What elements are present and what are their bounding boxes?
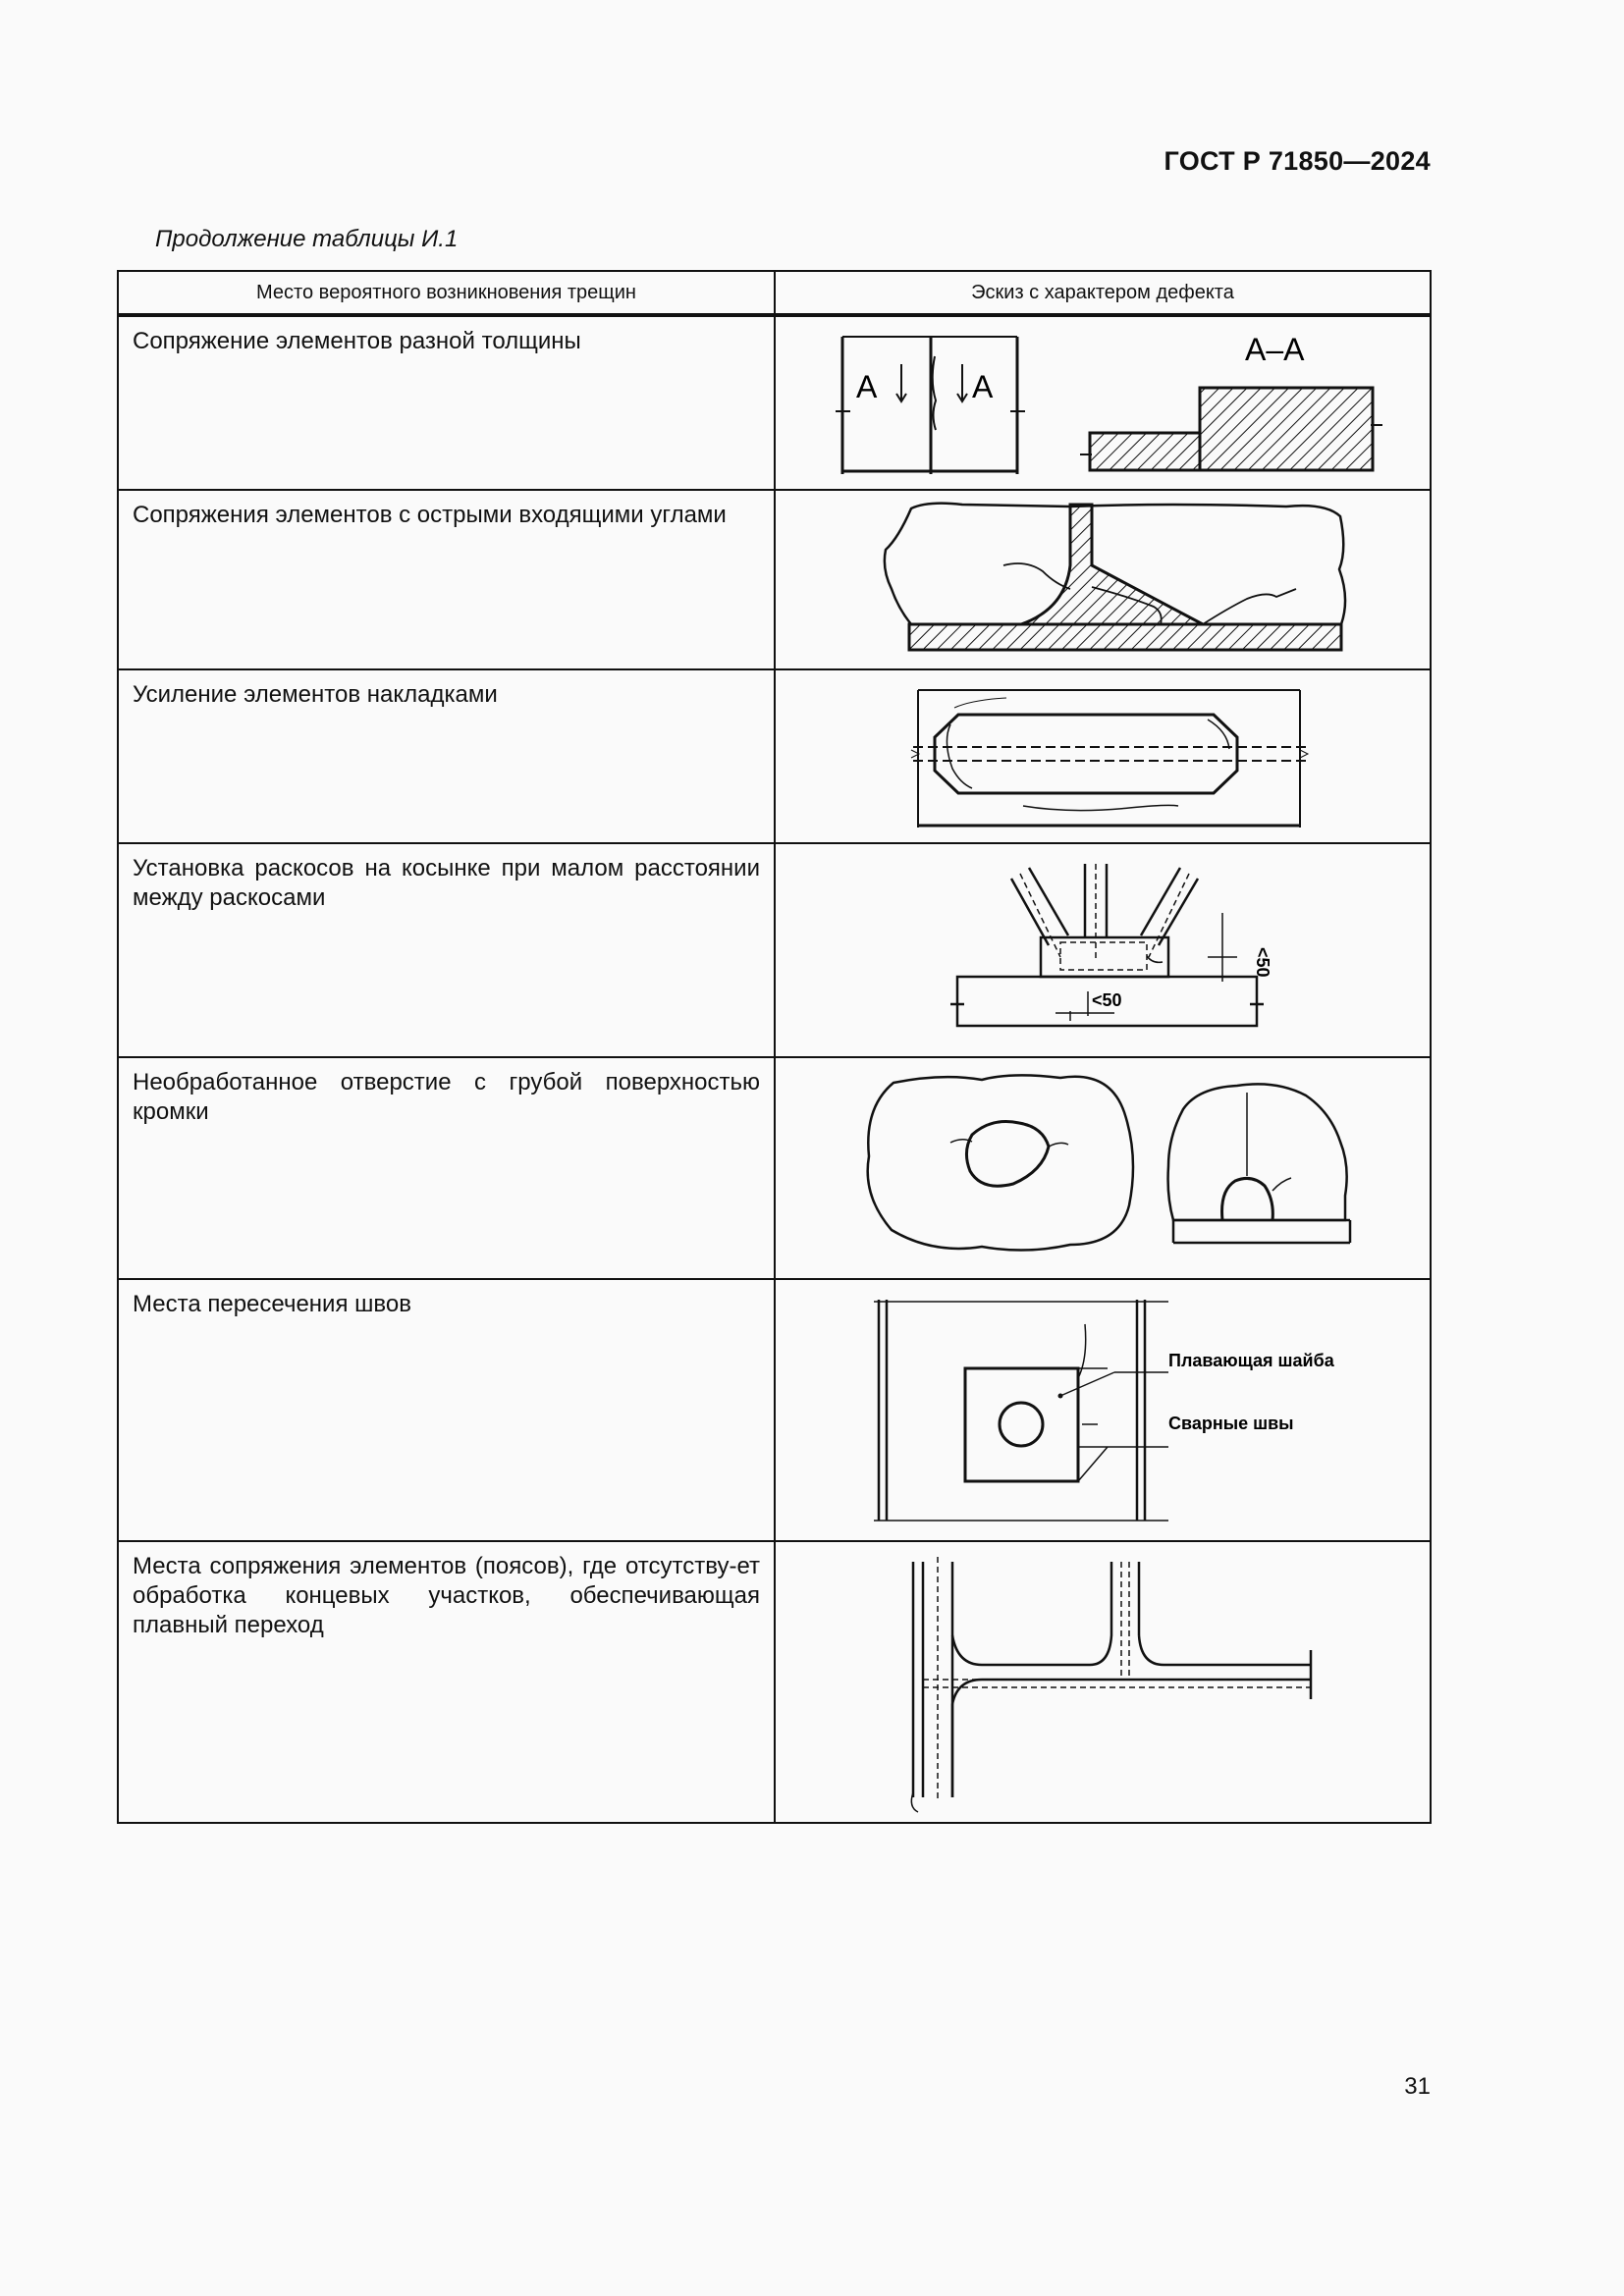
- weld-intersection-sketch: [776, 1280, 1432, 1540]
- table-row: [118, 669, 1431, 843]
- sketch-cell: [775, 1541, 1431, 1823]
- location-cell: Места пересечения швов: [118, 1279, 775, 1541]
- chord-junction-sketch: [776, 1542, 1432, 1822]
- sketch-cell: [775, 490, 1431, 669]
- standard-designation: ГОСТ Р 71850—2024: [1164, 146, 1431, 176]
- table-row: [118, 843, 1431, 1057]
- table-row: [118, 490, 1431, 669]
- page-number: 31: [1404, 2073, 1431, 2100]
- dimension-label-vertical: <50: [1253, 947, 1272, 978]
- sketch-cell: [775, 669, 1431, 843]
- braces-on-gusset-sketch: [776, 844, 1432, 1056]
- section-mark-right: A: [972, 369, 994, 404]
- weld-seams-label: Сварные швы: [1168, 1414, 1294, 1433]
- location-cell: Установка раскосов на косынке при малом расстоянии между раскосами: [118, 843, 775, 1057]
- column-header-location: Место вероятного возникновения трещин: [118, 271, 775, 315]
- different-thickness-joint-sketch: [776, 317, 1432, 490]
- sketch-cell: [775, 1057, 1431, 1279]
- floating-washer-label: Плавающая шайба: [1168, 1351, 1334, 1370]
- dimension-label-horizontal: <50: [1092, 990, 1122, 1010]
- table-header-row: [118, 271, 1431, 315]
- sketch-cell: [775, 315, 1431, 490]
- column-header-sketch: Эскиз с характером дефекта: [775, 271, 1431, 315]
- table-row: [118, 1279, 1431, 1541]
- sharp-reentrant-corner-joint-sketch: [776, 491, 1432, 668]
- table-row: [118, 1057, 1431, 1279]
- location-cell: Усиление элементов накладками: [118, 669, 775, 843]
- table-caption: Продолжение таблицы И.1: [155, 226, 459, 252]
- table-row: [118, 315, 1431, 490]
- location-cell: Места сопряжения элементов (поясов), где отсутству-ет обработка концевых участков, обеспечивающая плавный переход: [118, 1541, 775, 1823]
- cover-plate-reinforcement-sketch: [776, 670, 1432, 842]
- rough-edge-hole-sketch: [776, 1058, 1432, 1278]
- defects-table: [117, 270, 1432, 1824]
- sketch-cell: [775, 843, 1431, 1057]
- section-mark-left: A: [856, 369, 878, 404]
- section-title: A–A: [1245, 332, 1305, 367]
- location-cell: Необработанное отверстие с грубой поверхностью кромки: [118, 1057, 775, 1279]
- table-row: [118, 1541, 1431, 1823]
- sketch-cell: [775, 1279, 1431, 1541]
- location-cell: Сопряжение элементов разной толщины: [118, 315, 775, 490]
- location-cell: Сопряжения элементов с острыми входящими углами: [118, 490, 775, 669]
